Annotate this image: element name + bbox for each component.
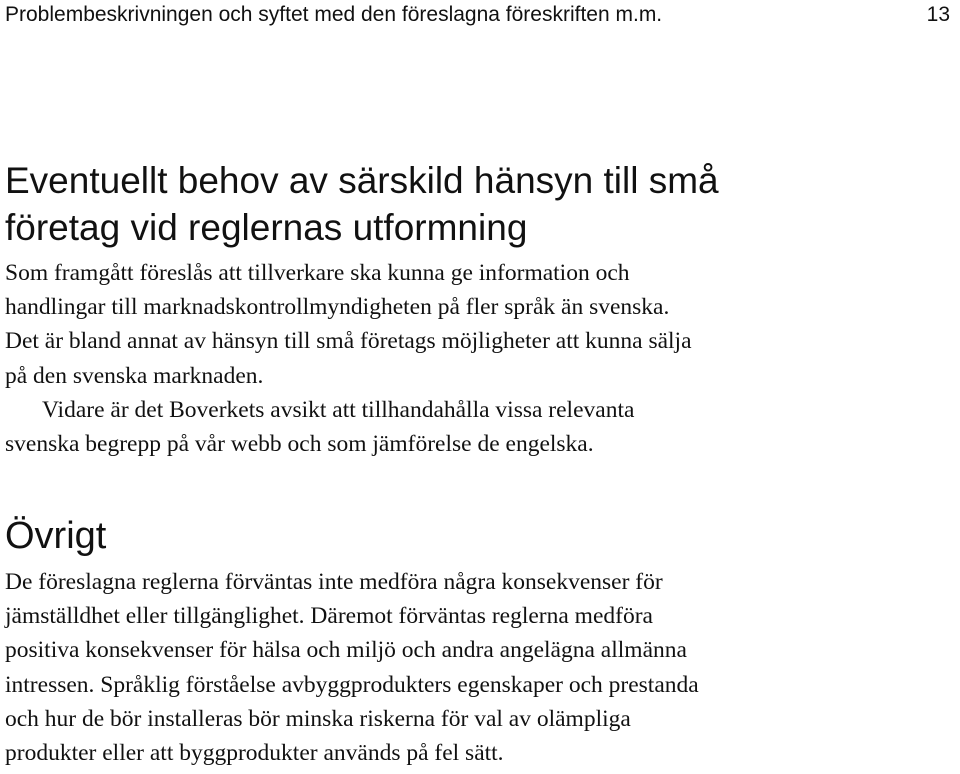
- running-title: Problembeskrivningen och syftet med den föreslagna föreskriften m.m.: [5, 3, 663, 26]
- paragraph-line: handlingar till marknadskontrollmyndigheten på fler språk än svenska.: [5, 294, 670, 321]
- paragraph-line: intressen. Språklig förståelse avbyggprodukters egenskaper och prestanda: [5, 671, 699, 698]
- paragraph-line: svenska begrepp på vår webb och som jämförelse de engelska.: [5, 431, 594, 458]
- section-heading-ovrigt: Övrigt: [5, 515, 107, 557]
- paragraph-line: positiva konsekvenser för hälsa och miljö och andra angelägna allmänna: [5, 637, 687, 664]
- paragraph-line: produkter eller att byggprodukter används på fel sätt.: [5, 740, 504, 767]
- paragraph-line: och hur de bör installeras bör minska riskerna för val av olämpliga: [5, 705, 631, 732]
- paragraph-line: jämställdhet eller tillgänglighet. Däremot förväntas reglerna medföra: [5, 603, 653, 630]
- paragraph-line: Som framgått föreslås att tillverkare ska kunna ge information och: [5, 260, 630, 286]
- paragraph-boverket-intent: [5, 393, 955, 461]
- paragraph-line: på den svenska marknaden.: [5, 362, 264, 389]
- paragraph-line: De föreslagna reglerna förväntas inte medföra några konsekvenser för: [5, 569, 663, 595]
- paragraph-line: Vidare är det Boverkets avsikt att tillhandahålla vissa relevanta: [42, 397, 635, 423]
- paragraph-line: Det är bland annat av hänsyn till små företags möjligheter att kunna sälja: [5, 328, 692, 355]
- running-header: [5, 0, 955, 30]
- page-number: 13: [926, 3, 950, 26]
- paragraph-other-consequences: [5, 565, 955, 770]
- section-heading-line-1: Eventuellt behov av särskild hänsyn till små: [5, 160, 719, 201]
- paragraph-language-requirements: [5, 256, 955, 393]
- section-heading-line-2: företag vid reglernas utformning: [5, 207, 528, 248]
